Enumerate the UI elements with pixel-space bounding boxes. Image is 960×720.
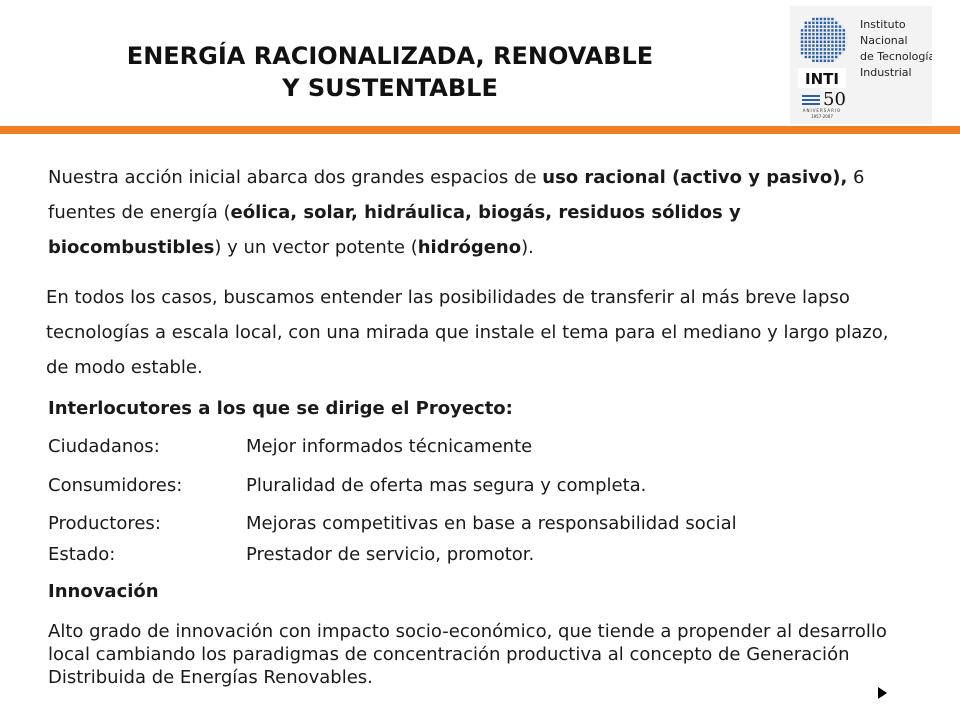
logo-brand: INTI — [805, 70, 839, 88]
logo-grid-dot — [808, 56, 810, 58]
logo-grid-dot — [827, 33, 829, 35]
logo-grid-dot — [831, 29, 833, 31]
logo-grid-dot — [839, 25, 841, 27]
logo-grid-dot — [820, 33, 822, 35]
logo-grid-dot — [801, 44, 803, 46]
logo-grid-dot — [816, 41, 818, 43]
logo-grid-dot — [843, 33, 845, 35]
interlocutor-value: Prestador de servicio, promotor. — [246, 544, 535, 565]
slide-title — [60, 40, 720, 104]
logo-grid-dot — [831, 25, 833, 27]
logo-grid-dot — [805, 52, 807, 54]
interlocutor-row — [48, 544, 534, 565]
logo-grid-dot — [824, 60, 826, 62]
interlocutor-row — [48, 436, 532, 457]
logo-grid-dot — [827, 48, 829, 50]
interlocutor-label: Productores: — [48, 513, 161, 534]
logo-grid-dot — [820, 60, 822, 62]
logo-name-line-4: Industrial — [860, 66, 912, 79]
logo-grid-dot — [816, 33, 818, 35]
logo-grid-dot — [839, 29, 841, 31]
logo-grid-dot — [808, 29, 810, 31]
logo-grid-dot — [816, 29, 818, 31]
logo-grid-dot — [808, 41, 810, 43]
logo-grid-dot — [835, 56, 837, 58]
transfer-paragraph: En todos los casos, buscamos entender las posibilidades de transferir al más breve lapso tecnologías a escala local, con una mirada que instale el tema para el mediano y largo plazo, de modo estable. — [46, 287, 889, 378]
logo-grid-dot — [835, 22, 837, 24]
logo-grid-dot — [824, 33, 826, 35]
logo-grid-dot — [820, 48, 822, 50]
logo-grid-dot — [827, 41, 829, 43]
interlocutor-value: Mejor informados técnicamente — [246, 436, 533, 457]
intro-text-3: ) y un vector potente ( — [214, 237, 418, 258]
logo-grid-dot — [812, 52, 814, 54]
logo-grid-dot — [820, 52, 822, 54]
logo-grid-dot — [812, 18, 814, 20]
logo-grid-dot — [808, 52, 810, 54]
logo-grid-dot — [808, 22, 810, 24]
logo-grid-dot — [808, 48, 810, 50]
logo-grid-dot — [801, 33, 803, 35]
logo-grid-dot — [831, 37, 833, 39]
logo-grid-dot — [824, 22, 826, 24]
logo-grid-dot — [812, 25, 814, 27]
logo-name-line-2: Nacional — [860, 34, 908, 47]
logo-name-line-1: Instituto — [860, 18, 906, 31]
interlocutor-label: Consumidores: — [48, 475, 183, 496]
logo-grid-dot — [843, 41, 845, 43]
innovation-heading: Innovación — [48, 581, 159, 602]
intro-paragraph — [48, 160, 908, 265]
interlocutor-row — [48, 475, 646, 496]
logo-grid-dot — [820, 18, 822, 20]
logo-grid-dot — [824, 41, 826, 43]
logo-grid-dot — [812, 48, 814, 50]
logo-grid-dot — [827, 44, 829, 46]
logo-grid-dot — [801, 41, 803, 43]
logo-grid-dot — [839, 48, 841, 50]
logo-grid-dot — [824, 25, 826, 27]
logo-grid-dot — [835, 48, 837, 50]
logo-grid-dot — [831, 41, 833, 43]
interlocutors-heading: Interlocutores a los que se dirige el Proyecto: — [48, 398, 513, 419]
logo-grid-dot — [839, 33, 841, 35]
logo-grid-dot — [831, 56, 833, 58]
logo-grid-dot — [820, 37, 822, 39]
logo-grid-dot — [824, 56, 826, 58]
logo-grid-dot — [827, 52, 829, 54]
logo-grid-dot — [820, 41, 822, 43]
logo-grid-dot — [820, 22, 822, 24]
logo-grid-dot — [812, 41, 814, 43]
logo-grid-dot — [805, 48, 807, 50]
logo-years: 1957-2007 — [811, 114, 833, 119]
logo-grid-dot — [831, 48, 833, 50]
logo-grid-dot — [835, 37, 837, 39]
logo-grid-dot — [816, 22, 818, 24]
logo-grid-dot — [824, 52, 826, 54]
interlocutor-row — [48, 513, 737, 534]
logo-grid-dot — [827, 25, 829, 27]
logo-grid-dot — [805, 33, 807, 35]
logo-grid-dot — [835, 25, 837, 27]
logo-grid-dot — [820, 56, 822, 58]
logo-grid-dot — [801, 29, 803, 31]
logo-grid-dot — [816, 60, 818, 62]
logo-grid-dot — [812, 22, 814, 24]
intro-text-4: ). — [521, 237, 534, 258]
logo-grid-dot — [820, 25, 822, 27]
logo-grid-dot — [816, 52, 818, 54]
logo-grid-dot — [808, 25, 810, 27]
logo-grid-dot — [816, 56, 818, 58]
logo-grid-dot — [839, 44, 841, 46]
logo-grid-dot — [843, 29, 845, 31]
logo-grid-dot — [805, 29, 807, 31]
logo-grid-dot — [805, 41, 807, 43]
intro-text-2: 6 fuentes de energía ( — [48, 167, 865, 223]
logo-grid-dot — [843, 44, 845, 46]
play-triangle-icon[interactable] — [878, 687, 887, 699]
interlocutor-value: Mejoras competitivas en base a responsabilidad social — [246, 513, 737, 534]
logo-grid-dot — [824, 44, 826, 46]
logo-grid-dot — [824, 18, 826, 20]
logo-grid-dot — [808, 33, 810, 35]
logo-grid-dot — [816, 37, 818, 39]
logo-grid-dot — [827, 18, 829, 20]
logo-grid-dot — [839, 37, 841, 39]
logo-grid-dot — [839, 41, 841, 43]
interlocutor-label: Ciudadanos: — [48, 436, 160, 457]
logo-grid-dot — [805, 56, 807, 58]
logo-grid-dot — [820, 29, 822, 31]
intro-bold-3: hidrógeno — [417, 237, 522, 258]
slide-title-line-1: ENERGÍA RACIONALIZADA, RENOVABLE — [126, 42, 654, 70]
logo-grid-dot — [843, 37, 845, 39]
logo-grid-dot — [812, 29, 814, 31]
logo-grid-dot — [824, 48, 826, 50]
logo-grid-dot — [835, 29, 837, 31]
accent-divider-bar — [0, 126, 960, 134]
logo-grid-dot — [816, 25, 818, 27]
logo-grid-dot — [827, 56, 829, 58]
logo-grid-dot — [801, 52, 803, 54]
logo-grid-dot — [831, 18, 833, 20]
logo-anniversary-word: ANIVERSARIO — [802, 108, 842, 113]
logo-grid-dot — [816, 48, 818, 50]
logo-grid-dot — [816, 44, 818, 46]
logo-grid-dot — [805, 44, 807, 46]
logo-grid-dot — [805, 22, 807, 24]
logo-grid-dot — [843, 48, 845, 50]
inti-grid-logo-icon — [790, 6, 932, 124]
logo-grid-dot — [801, 48, 803, 50]
logo-grid-dot — [827, 37, 829, 39]
logo-grid-dot — [824, 29, 826, 31]
logo-grid-dot — [831, 60, 833, 62]
logo-grid-dot — [808, 44, 810, 46]
logo-grid-dot — [835, 41, 837, 43]
logo-grid-dot — [839, 52, 841, 54]
logo-grid-dot — [805, 37, 807, 39]
logo-grid-dot — [835, 33, 837, 35]
intro-text-1: Nuestra acción inicial abarca dos grandes espacios de — [48, 167, 543, 188]
logo-grid-dot — [812, 44, 814, 46]
logo-grid-dot — [824, 37, 826, 39]
logo-grid-dot — [812, 33, 814, 35]
logo-grid-dot — [812, 37, 814, 39]
logo-anniversary-number: 50 — [823, 89, 846, 110]
intro-bold-1: uso racional (activo y pasivo), — [542, 167, 848, 188]
logo-grid-dot — [827, 29, 829, 31]
logo-grid-dot — [812, 56, 814, 58]
interlocutor-label: Estado: — [48, 544, 116, 565]
interlocutor-value: Pluralidad de oferta mas segura y completa. — [246, 475, 647, 496]
logo-grid-dot — [801, 37, 803, 39]
logo-grid-dot — [812, 60, 814, 62]
inti-logo — [790, 6, 932, 124]
logo-grid-dot — [827, 60, 829, 62]
logo-grid-dot — [820, 44, 822, 46]
logo-grid-dot — [831, 22, 833, 24]
logo-grid-dot — [808, 37, 810, 39]
logo-grid-dot — [805, 25, 807, 27]
logo-grid-dot — [816, 18, 818, 20]
innovation-paragraph: Alto grado de innovación con impacto socio-económico, que tiende a propender al desarrollo local cambiando los paradigmas de concentración productiva al concepto de Generación Distribuida de Energías Renovables. — [48, 621, 887, 688]
logo-grid-dot — [831, 33, 833, 35]
logo-grid-dot — [835, 44, 837, 46]
logo-grid-dot — [827, 22, 829, 24]
logo-name-line-3: de Tecnología — [860, 50, 932, 63]
logo-grid-dot — [831, 52, 833, 54]
intro-bold-2: eólica, solar, hidráulica, biogás, residuos sólidos y biocombustibles — [48, 202, 741, 258]
logo-grid-dot — [831, 44, 833, 46]
logo-grid-dot — [835, 52, 837, 54]
slide-title-line-2: Y SUSTENTABLE — [282, 74, 498, 102]
